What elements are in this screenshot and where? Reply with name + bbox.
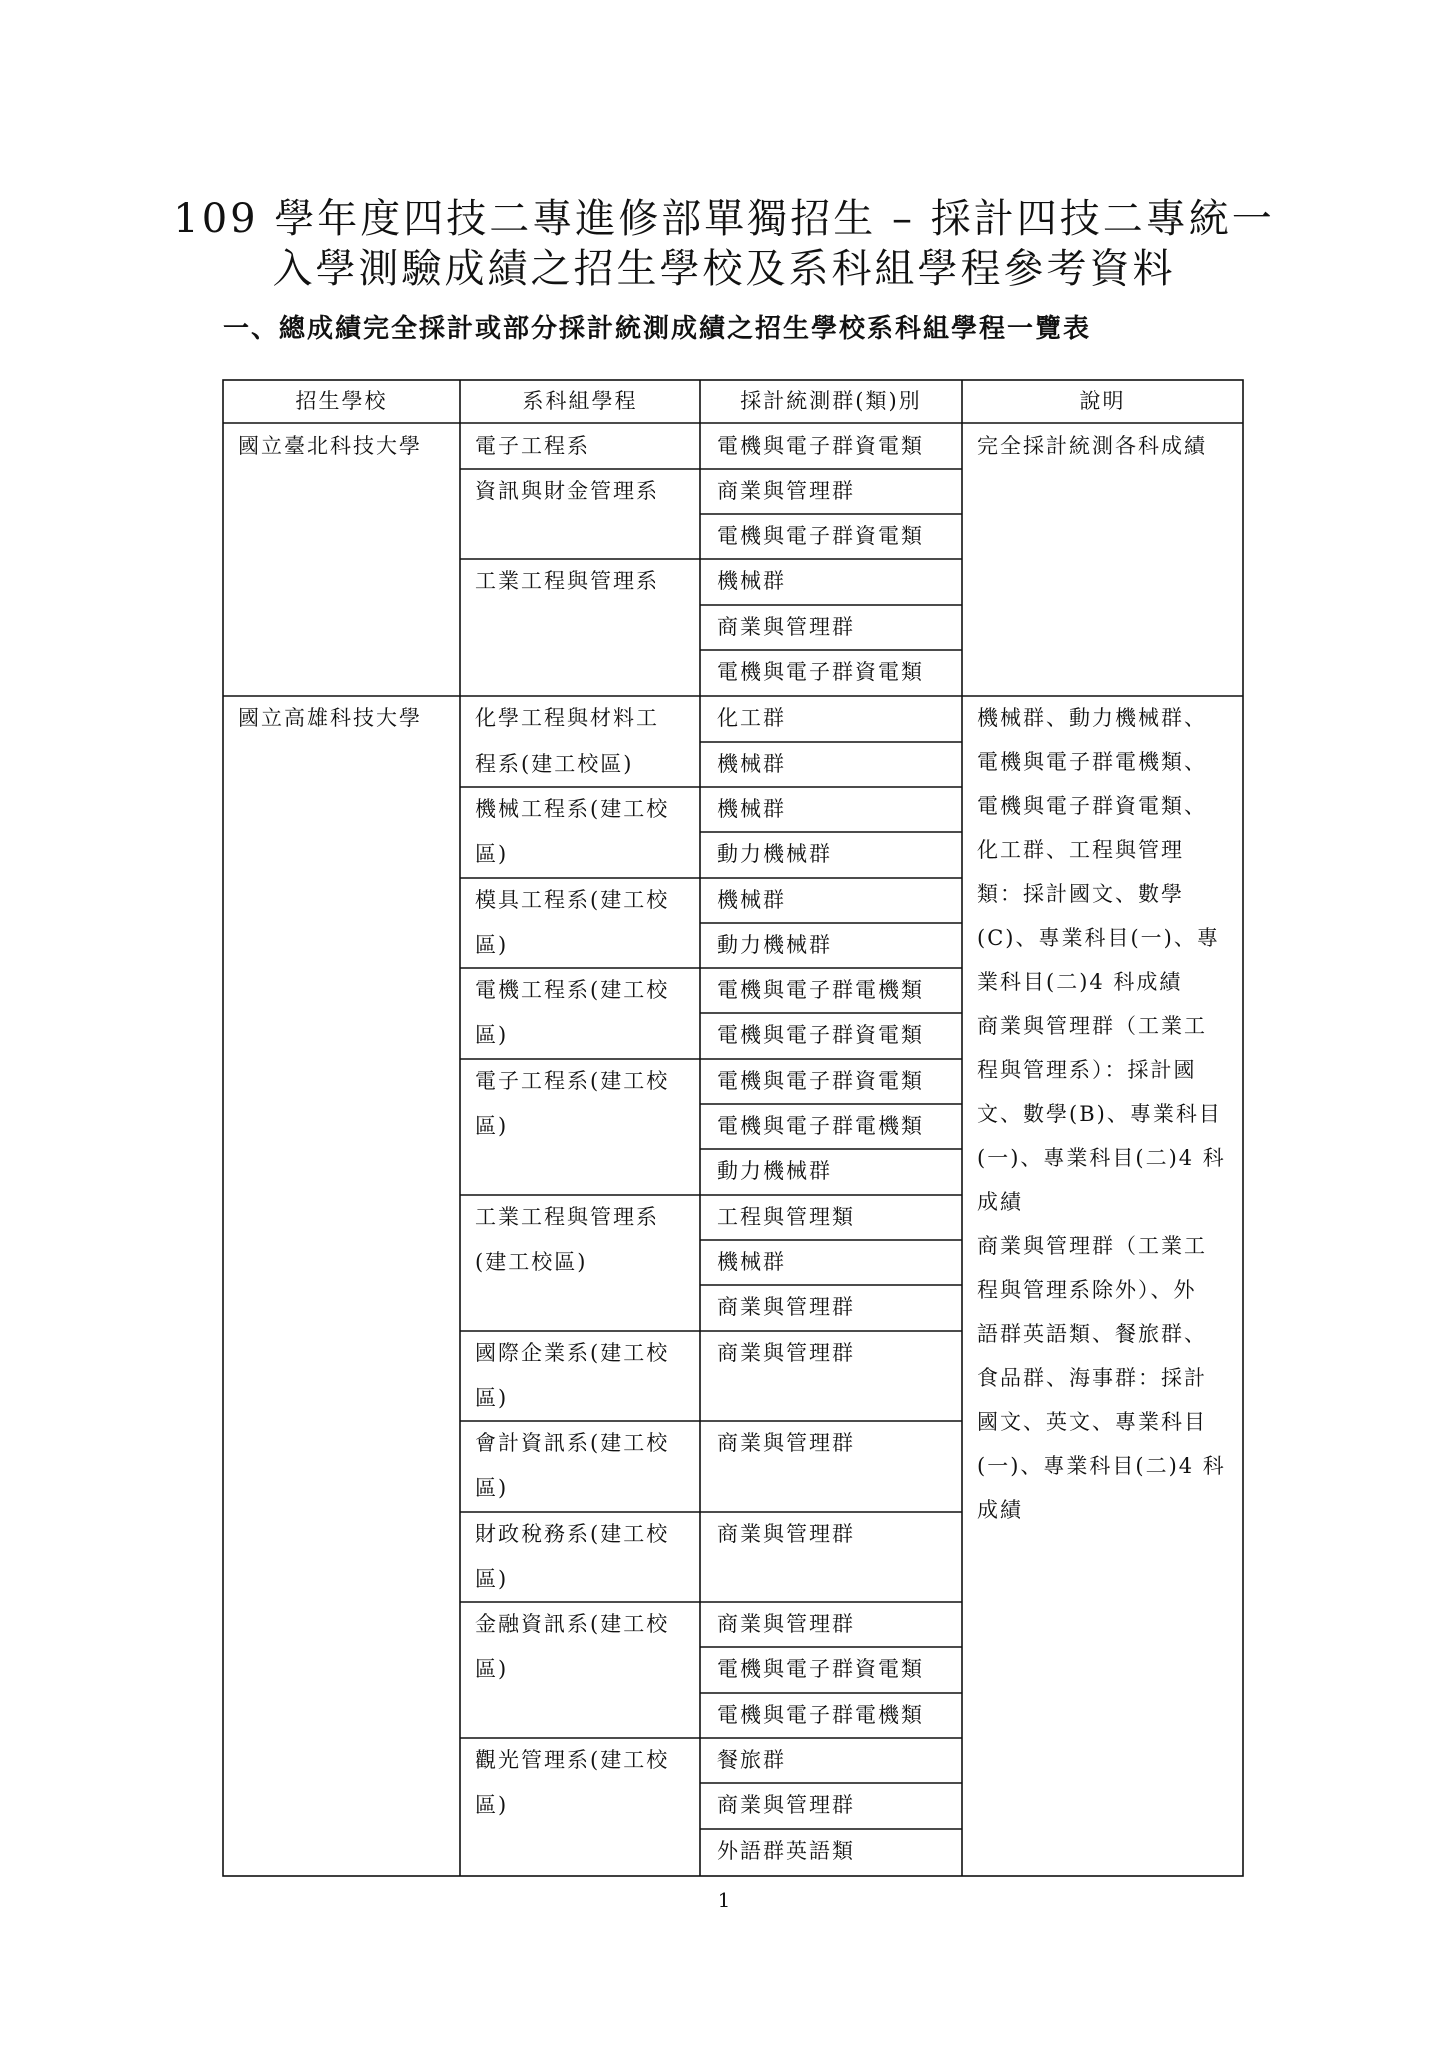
exam-group: 機械群 (717, 569, 786, 593)
school-name: 國立臺北科技大學 (238, 434, 422, 458)
exam-group: 餐旅群 (717, 1748, 786, 1772)
department-name-line: 模具工程系(建工校 (475, 888, 670, 912)
school-note-line: 業科目(二)4 科成績 (977, 970, 1183, 994)
school-note-line: 程與管理系）：採計國 (977, 1058, 1197, 1082)
department-name-line: 財政稅務系(建工校 (475, 1522, 670, 1546)
school-note: 完全採計統測各科成績 (977, 434, 1207, 458)
exam-group: 商業與管理群 (717, 1431, 855, 1455)
exam-group: 機械群 (717, 752, 786, 776)
exam-group: 機械群 (717, 797, 786, 821)
header-note: 說明 (1079, 389, 1126, 413)
document-title-line2: 入學測驗成績之招生學校及系科組學程參考資料 (272, 246, 1176, 292)
exam-group: 機械群 (717, 888, 786, 912)
department-name-line: 區) (475, 1793, 509, 1817)
school-note-line: 化工群、工程與管理 (977, 838, 1184, 862)
department-name-line: 國際企業系(建工校 (475, 1341, 670, 1365)
school-note-line: 程與管理系除外）、外 (977, 1278, 1197, 1302)
exam-group: 電機與電子群資電類 (717, 660, 924, 684)
exam-group: 商業與管理群 (717, 1522, 855, 1546)
department-name-line: 化學工程與材料工 (475, 706, 659, 730)
department-name-line: 區) (475, 1567, 509, 1591)
exam-group: 動力機械群 (717, 842, 832, 866)
exam-group: 動力機械群 (717, 933, 832, 957)
exam-group: 商業與管理群 (717, 615, 855, 639)
exam-group: 商業與管理群 (717, 1793, 855, 1817)
school-note-line: 電機與電子群資電類、 (977, 794, 1207, 818)
page-number: 1 (717, 1888, 731, 1912)
department-name-line: (建工校區) (475, 1250, 588, 1274)
exam-group: 電機與電子群電機類 (717, 1114, 924, 1138)
exam-group: 電機與電子群電機類 (717, 1703, 924, 1727)
school-note-line: (C)、專業科目(一)、專 (977, 926, 1220, 950)
department-name-line: 電機工程系(建工校 (475, 978, 670, 1002)
exam-group: 化工群 (717, 706, 786, 730)
exam-group: 商業與管理群 (717, 1295, 855, 1319)
header-exam-group: 採計統測群(類)別 (740, 389, 922, 413)
department-name-line: 區) (475, 842, 509, 866)
department-name-line: 區) (475, 1657, 509, 1681)
exam-group: 工程與管理類 (717, 1205, 855, 1229)
exam-group: 電機與電子群資電類 (717, 434, 924, 458)
exam-group: 商業與管理群 (717, 479, 855, 503)
school-name: 國立高雄科技大學 (238, 706, 422, 730)
department-name-line: 區) (475, 1023, 509, 1047)
exam-group: 外語群英語類 (717, 1839, 855, 1863)
exam-group: 電機與電子群資電類 (717, 1023, 924, 1047)
department-name-line: 程系(建工校區) (475, 752, 634, 776)
school-note-line: 食品群、海事群：採計 (977, 1366, 1207, 1390)
department-name: 電子工程系 (475, 434, 590, 458)
school-note-line: 語群英語類、餐旅群、 (977, 1322, 1207, 1346)
school-note-line: 電機與電子群電機類、 (977, 750, 1207, 774)
department-name-line: 觀光管理系(建工校 (475, 1748, 670, 1772)
school-note-line: 商業與管理群（工業工 (977, 1014, 1207, 1038)
school-note-line: (一)、專業科目(二)4 科 (977, 1454, 1226, 1478)
section-heading: 一、總成績完全採計或部分採計統測成績之招生學校系科組學程一覽表 (223, 314, 1092, 344)
header-department: 系科組學程 (522, 389, 638, 413)
exam-group: 機械群 (717, 1250, 786, 1274)
exam-group: 商業與管理群 (717, 1612, 855, 1636)
school-note-line: (一)、專業科目(二)4 科 (977, 1146, 1226, 1170)
department-name-line: 區) (475, 1476, 509, 1500)
exam-group: 動力機械群 (717, 1159, 832, 1183)
department-name-line: 區) (475, 933, 509, 957)
department-name-line: 區) (475, 1386, 509, 1410)
school-note-line: 商業與管理群（工業工 (977, 1234, 1207, 1258)
department-name: 資訊與財金管理系 (475, 479, 659, 503)
exam-group: 電機與電子群電機類 (717, 978, 924, 1002)
department-name-line: 金融資訊系(建工校 (475, 1612, 670, 1636)
school-note-line: 類：採計國文、數學 (977, 882, 1184, 906)
school-note-line: 文、數學(B)、專業科目 (977, 1102, 1222, 1126)
exam-group: 商業與管理群 (717, 1341, 855, 1365)
department-name-line: 機械工程系(建工校 (475, 797, 670, 821)
exam-group: 電機與電子群資電類 (717, 1069, 924, 1093)
exam-group: 電機與電子群資電類 (717, 524, 924, 548)
document-title-line1: 109 學年度四技二專進修部單獨招生 – 採計四技二專統一 (173, 196, 1275, 242)
department-name: 工業工程與管理系 (475, 569, 659, 593)
department-name-line: 工業工程與管理系 (475, 1205, 659, 1229)
department-name-line: 區) (475, 1114, 509, 1138)
department-name-line: 電子工程系(建工校 (475, 1069, 670, 1093)
school-note-line: 機械群、動力機械群、 (977, 706, 1207, 730)
school-note-line: 成績 (977, 1498, 1023, 1522)
exam-group: 電機與電子群資電類 (717, 1657, 924, 1681)
school-note-line: 成績 (977, 1190, 1023, 1214)
header-school: 招生學校 (295, 389, 388, 413)
department-name-line: 會計資訊系(建工校 (475, 1431, 670, 1455)
school-note-line: 國文、英文、專業科目 (977, 1410, 1207, 1434)
